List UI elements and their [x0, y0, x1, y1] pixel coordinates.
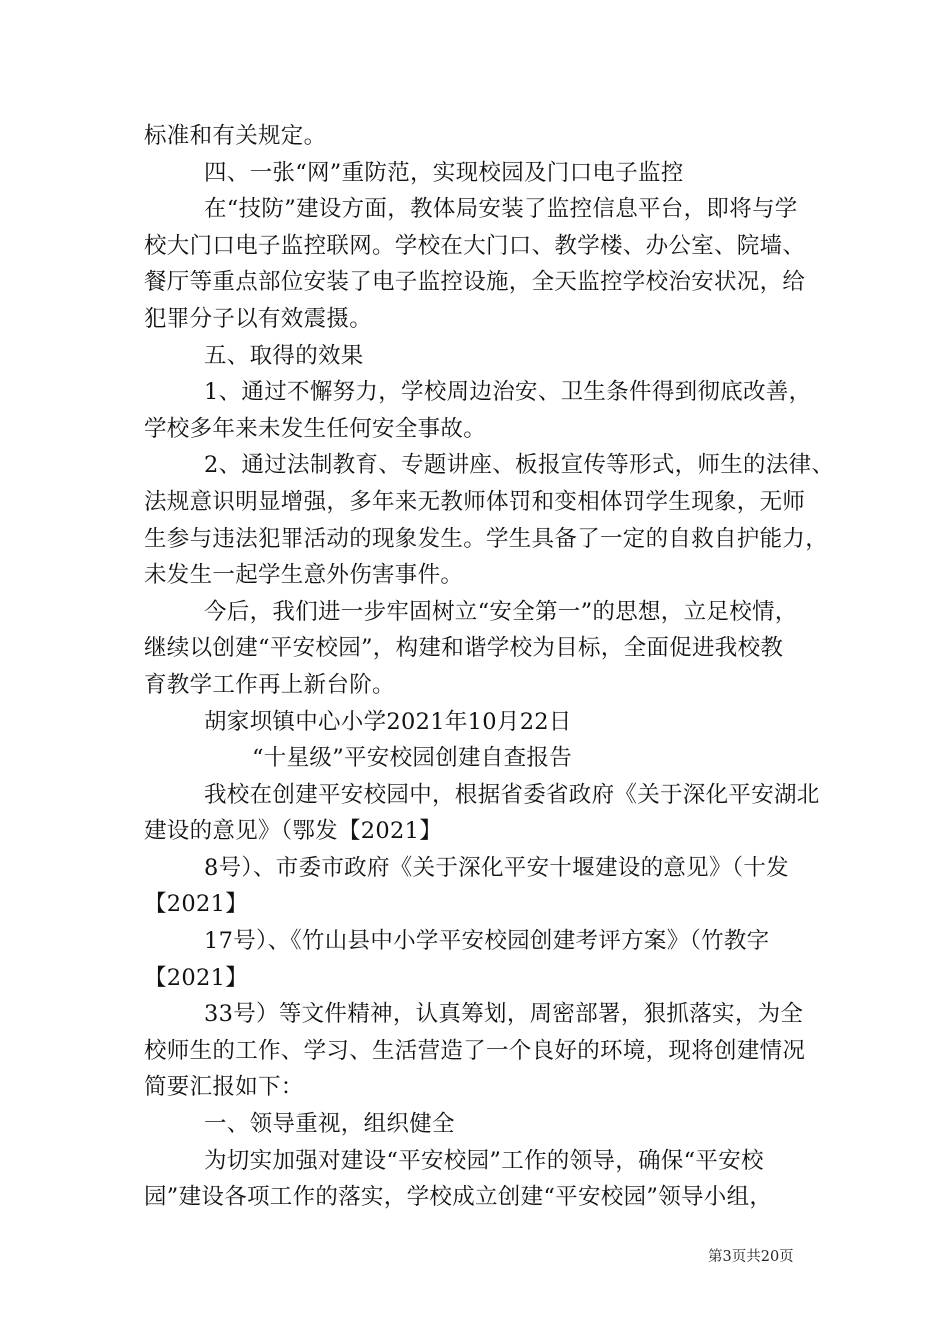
text-line: 园”建设各项工作的落实，学校成立创建“平安校园”领导小组，	[144, 1184, 773, 1211]
text-line: 33号）等文件精神，认真筹划，周密部署，狠抓落实，为全	[204, 1001, 804, 1028]
text-line: 建设的意见》（鄂发【2021】	[144, 818, 443, 845]
text-line: 2、通过法制教育、专题讲座、板报宣传等形式，师生的法律、	[204, 452, 835, 479]
text-line: 学校多年来未发生任何安全事故。	[144, 415, 487, 442]
text-line: 【2021】	[144, 891, 249, 918]
text-line: 校大门口电子监控联网。学校在大门口、教学楼、办公室、院墙、	[144, 232, 806, 259]
text-line: 8号）、市委市政府《关于深化平安十堰建设的意见》（十发	[204, 854, 789, 881]
text-line: 标准和有关规定。	[144, 123, 327, 149]
signature-line: 胡家坝镇中心小学2021年10月22日	[204, 708, 572, 735]
text-line: 为切实加强对建设“平安校园”工作的领导，确保“平安校	[204, 1147, 764, 1174]
text-line: 简要汇报如下：	[144, 1074, 304, 1101]
section-heading: 一、领导重视，组织健全	[204, 1111, 455, 1138]
text-line: 生参与违法犯罪活动的现象发生。学生具备了一定的自救自护能力，	[144, 525, 829, 552]
text-line: 1、通过不懈努力，学校周边治安、卫生条件得到彻底改善，	[204, 379, 812, 406]
text-line: 在“技防”建设方面，教体局安装了监控信息平台，即将与学	[204, 196, 798, 223]
text-line: 今后，我们进一步牢固树立“安全第一”的思想，立足校情，	[204, 598, 798, 625]
text-line: 【2021】	[144, 964, 249, 991]
report-title: “十星级”平安校园创建自查报告	[252, 745, 573, 772]
section-heading: 五、取得的效果	[204, 342, 364, 369]
text-line: 法规意识明显增强，多年来无教师体罚和变相体罚学生现象，无师	[144, 488, 806, 515]
text-line: 犯罪分子以有效震摄。	[144, 305, 373, 332]
section-heading: 四、一张“网”重防范，实现校园及门口电子监控	[204, 159, 684, 186]
text-line: 餐厅等重点部位安装了电子监控设施，全天监控学校治安状况，给	[144, 269, 806, 296]
text-line: 未发生一起学生意外伤害事件。	[144, 562, 464, 589]
document-body	[144, 118, 835, 1216]
text-line: 校师生的工作、学习、生活营造了一个良好的环境，现将创建情况	[144, 1037, 806, 1064]
text-line: 我校在创建平安校园中，根据省委省政府《关于深化平安湖北	[204, 781, 820, 808]
text-line: 继续以创建“平安校园”，构建和谐学校为目标，全面促进我校教	[144, 635, 784, 662]
page-number: 第3页共20页	[708, 1249, 794, 1265]
text-line: 育教学工作再上新台阶。	[144, 671, 395, 698]
text-line: 17号）、《竹山县中小学平安校园创建考评方案》（竹教字	[204, 928, 770, 955]
